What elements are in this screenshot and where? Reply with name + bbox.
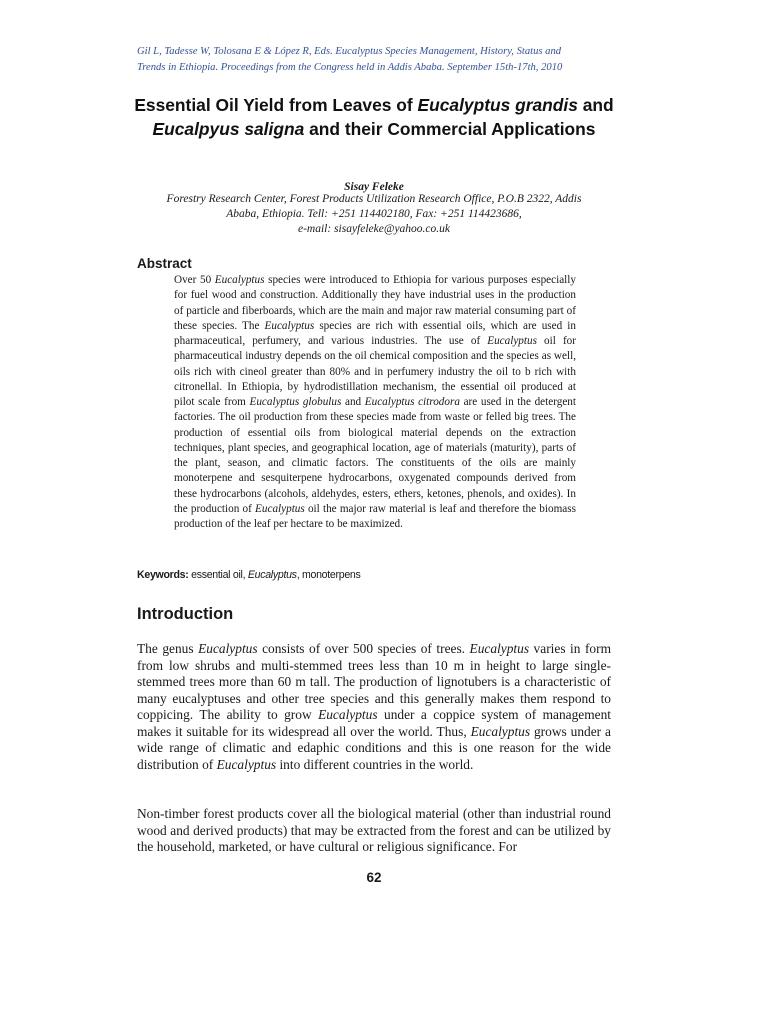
abstract-body (174, 273, 576, 532)
abstract-heading: Abstract (137, 256, 192, 271)
keyword-text: essential oil, (188, 569, 248, 581)
header-line-1: Gil L, Tadesse W, Tolosana E & López R, Eds. Eucalyptus Species Management, History, Status and (137, 46, 562, 57)
paragraph-text: grows under a wide range of climatic and edaphic conditions and this is one reason for the wide distribution of (137, 723, 611, 772)
keyword-text: , monoterpens (296, 569, 361, 581)
paragraph-text: into different countries in the world. (276, 756, 474, 772)
title-species-1: Eucalyptus grandis (417, 95, 578, 115)
abstract-text: oil for pharmaceutical industry depends on the oil chemical composition and the species as well, oils rich with cineol greater than 80% and in perfumery industry the oil to b rich with citronellal. In Ethiopia, by hydrodistillation mechanism, the essential oil produced at pilot scale from (174, 335, 576, 408)
abstract-species: Eucalyptus (264, 319, 315, 332)
paragraph-species: Eucalyptus (216, 756, 277, 772)
title-species-2: Eucalpyus saligna (152, 119, 305, 139)
abstract-species: Eucalyptus (255, 502, 305, 515)
paragraph-text: consists of over 500 species of trees. (257, 641, 470, 656)
keywords (137, 569, 361, 581)
title-part: and (577, 95, 614, 115)
introduction-paragraph-1 (137, 641, 611, 773)
paragraph-text: The genus (137, 641, 199, 656)
abstract-text: species were introduced to Ethiopia for various purposes especially for fuel wood and construction. Additionally they have industrial uses in the production of particle and fiberboards, which are the main and major raw material consuming part of these species. The (174, 274, 576, 332)
paper-title (100, 93, 648, 141)
affiliation-line-1: Forestry Research Center, Forest Products Utilization Research Office, P.O.B 2322, Addis (166, 193, 582, 205)
author-name: Sisay Feleke (344, 181, 404, 193)
page-number: 62 (366, 870, 382, 885)
paragraph-species: Eucalyptus (470, 723, 531, 739)
abstract-text: Over 50 (174, 274, 215, 286)
paragraph-species: Eucalyptus (198, 641, 258, 656)
introduction-paragraph-2: Non-timber forest products cover all the biological material (other than industrial round wood and derived products) that may be extracted from the forest and can be utilized by the household, marketed, or have cultural or religious significance. For (137, 806, 611, 854)
abstract-species: Eucalyptus (487, 335, 537, 347)
abstract-text: oil the major raw material is leaf and therefore the biomass production of the leaf per hectare to be maximized. (174, 502, 576, 530)
title-part: and their Commercial Applications (304, 119, 596, 139)
abstract-species: Eucalyptus globulus (249, 396, 342, 408)
affiliation-line-2: Ababa, Ethiopia. Tell: +251 114402180, Fax: +251 114423686, (226, 208, 522, 220)
affiliation-email: e-mail: sisayfeleke@yahoo.co.uk (297, 223, 451, 235)
keywords-label: Keywords: (137, 569, 189, 581)
abstract-text: are used in the detergent factories. The oil production from these species made from waste or felled big trees. The production of essential oils from biological material depends on the extraction techniques, plant species, and geographical location, age of materials (maturity), parts of the plant, season, and climatic factors. The constituents of the oils are mainly monoterpene and sesquiterpene hydrocarbons, oxygenated compounds derived from these hydrocarbons (alcohols, aldehydes, esters, ethers, ketones, phenols, and oxides). In the production of (174, 396, 577, 515)
paragraph-text: varies in form from low shrubs and multi-stemmed trees less than 10 m in height to large single-stemmed trees more than 60 m tall. The production of lignotubers is a characteristic of many eucalyptuses and other tree species and this generally makes them respond to coppicing. The ability to grow (137, 641, 611, 722)
paragraph-species: Eucalyptus (469, 641, 530, 656)
abstract-text: species are rich with essential oils, which are used in pharmaceutical, perfumery, and various industries. The use of (174, 319, 577, 347)
title-part: Essential Oil Yield from Leaves of (134, 95, 418, 115)
abstract-species: Eucalyptus citrodora (364, 396, 460, 408)
introduction-heading: Introduction (137, 605, 234, 623)
paragraph-species: Eucalyptus (318, 707, 378, 722)
proceedings-header (137, 44, 617, 76)
header-line-2: Trends in Ethiopia. Proceedings from the Congress held in Addis Ababa. September 15th-17th, 2010 (137, 62, 563, 73)
abstract-text: and (341, 396, 365, 408)
paragraph-text: under a coppice system of management makes it suitable for its widespread all over the world. Thus, (137, 707, 611, 739)
keyword-species: Eucalyptus (247, 569, 297, 581)
author-affiliation (118, 192, 630, 237)
abstract-species: Eucalyptus (214, 274, 265, 286)
